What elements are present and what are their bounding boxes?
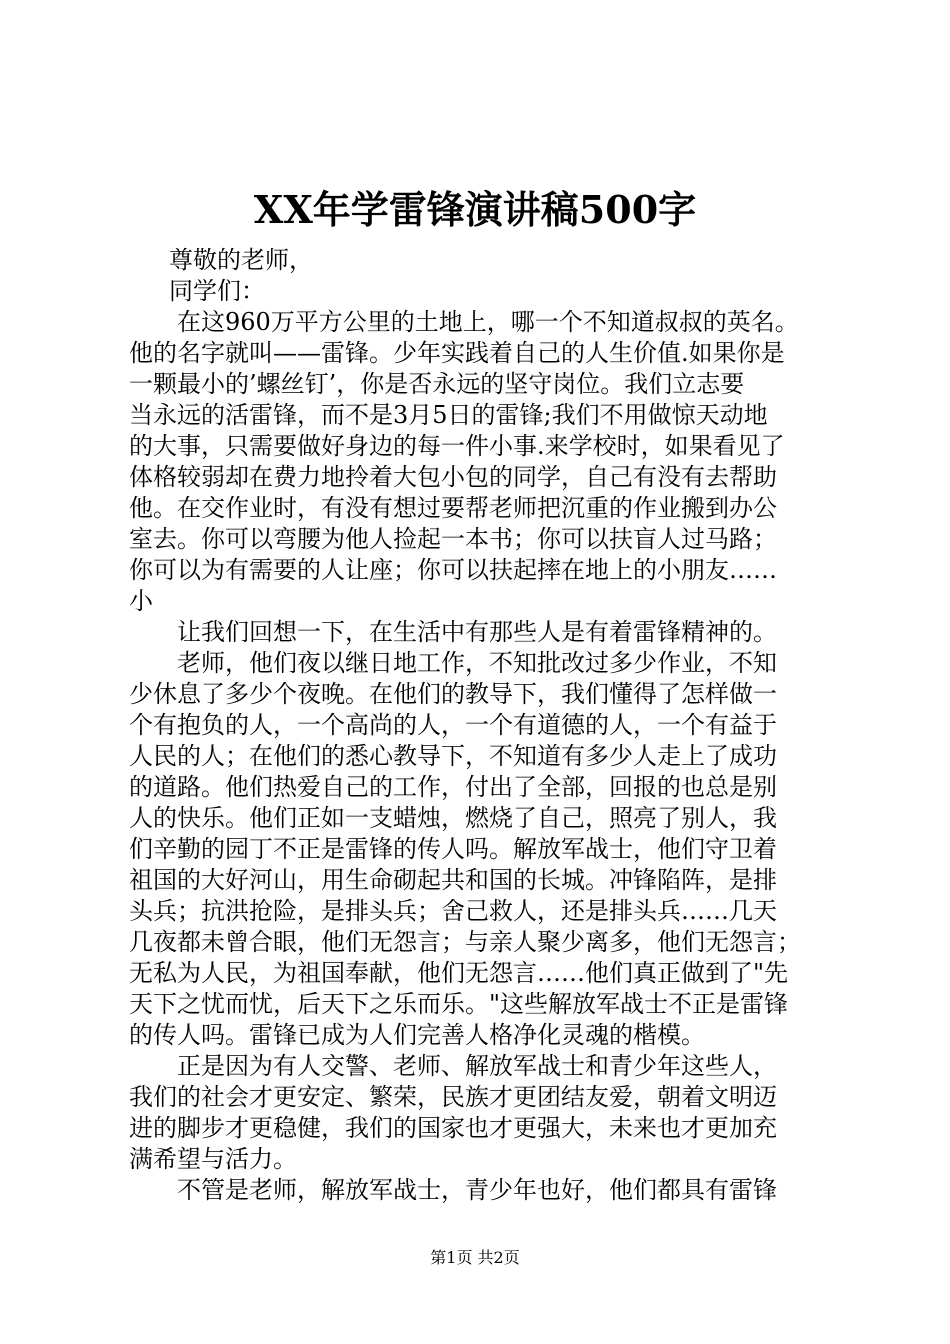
paragraph-line: 的大事，只需要做好身边的每一件小事.来学校时，如果看见了 bbox=[129, 432, 785, 460]
paragraph-line: 你可以为有需要的人让座；你可以扶起摔在地上的小朋友…… bbox=[129, 556, 777, 584]
paragraph-line: 头兵；抗洪抢险，是排头兵；舍己救人，还是排头兵……几天 bbox=[129, 897, 777, 925]
paragraph-line: 室去。你可以弯腰为他人捡起一本书；你可以扶盲人过马路； bbox=[129, 525, 777, 553]
paragraph-line: 进的脚步才更稳健，我们的国家也才更强大，未来也才更加充 bbox=[129, 1114, 777, 1142]
paragraph-line: 当永远的活雷锋，而不是3月5日的雷锋;我们不用做惊天动地 bbox=[129, 401, 768, 429]
document-title: XX年学雷锋演讲稿500字 bbox=[253, 187, 697, 232]
greeting-line: 尊敬的老师， bbox=[169, 246, 313, 274]
paragraph-line: 他。在交作业时，有没有想过要帮老师把沉重的作业搬到办公 bbox=[129, 494, 777, 522]
paragraph-line: 几夜都未曾合眼，他们无怨言；与亲人聚少离多，他们无怨言； bbox=[129, 928, 801, 956]
paragraph-line: 人民的人；在他们的悉心教导下，不知道有多少人走上了成功 bbox=[129, 742, 777, 770]
paragraph-line: 我们的社会才更安定、繁荣，民族才更团结友爱，朝着文明迈 bbox=[129, 1083, 777, 1111]
paragraph-line: 人的快乐。他们正如一支蜡烛，燃烧了自己，照亮了别人，我 bbox=[129, 804, 777, 832]
paragraph-line: 正是因为有人交警、老师、解放军战士和青少年这些人， bbox=[177, 1052, 777, 1080]
paragraph-line: 在这960万平方公里的土地上，哪一个不知道叔叔的英名。 bbox=[177, 308, 799, 336]
page-number-footer: 第1页 共2页 bbox=[430, 1248, 520, 1267]
paragraph-line: 让我们回想一下，在生活中有那些人是有着雷锋精神的。 bbox=[177, 618, 777, 646]
paragraph-line: 他的名字就叫——雷锋。少年实践着自己的人生价值.如果你是 bbox=[129, 339, 785, 367]
paragraph-line: 的道路。他们热爱自己的工作，付出了全部，回报的也总是别 bbox=[129, 773, 777, 801]
paragraph-line: 祖国的大好河山，用生命砌起共和国的长城。冲锋陷阵，是排 bbox=[129, 866, 777, 894]
paragraph-line: 满希望与活力。 bbox=[129, 1145, 297, 1173]
paragraph-line: 老师，他们夜以继日地工作，不知批改过多少作业，不知 bbox=[177, 649, 777, 677]
paragraph-line: 个有抱负的人，一个高尚的人，一个有道德的人，一个有益于 bbox=[129, 711, 777, 739]
paragraph-line: 天下之忧而忧，后天下之乐而乐。"这些解放军战士不正是雷锋 bbox=[129, 990, 789, 1018]
paragraph-line: 一颗最小的’螺丝钉’，你是否永远的坚守岗位。我们立志要 bbox=[129, 370, 745, 398]
paragraph-line: 无私为人民，为祖国奉献，他们无怨言……他们真正做到了"先 bbox=[129, 959, 789, 987]
paragraph-line: 小 bbox=[129, 587, 153, 615]
greeting-line: 同学们： bbox=[169, 277, 265, 305]
paragraph-line: 的传人吗。雷锋已成为人们完善人格净化灵魂的楷模。 bbox=[129, 1021, 705, 1049]
paragraph-line: 们辛勤的园丁不正是雷锋的传人吗。解放军战士，他们守卫着 bbox=[129, 835, 777, 863]
paragraph-line: 体格较弱却在费力地拎着大包小包的同学，自己有没有去帮助 bbox=[129, 463, 777, 491]
paragraph-line: 少休息了多少个夜晚。在他们的教导下，我们懂得了怎样做一 bbox=[129, 680, 777, 708]
document-body bbox=[129, 245, 829, 1206]
paragraph-line: 不管是老师，解放军战士，青少年也好，他们都具有雷锋 bbox=[177, 1176, 777, 1204]
